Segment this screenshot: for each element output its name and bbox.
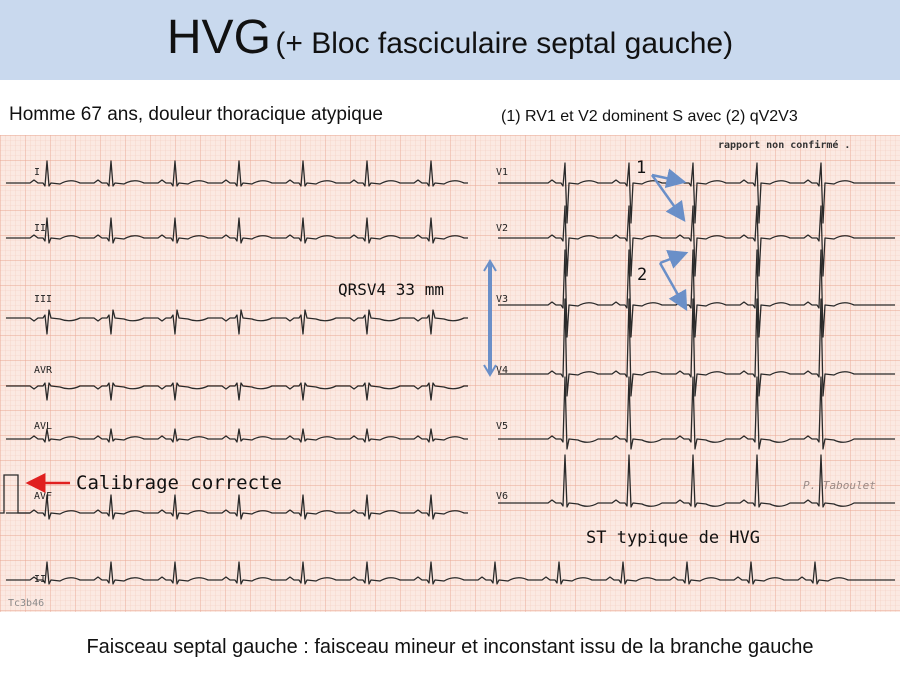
lead-label-v3: V3 bbox=[496, 294, 509, 305]
lead-label-iii: III bbox=[34, 294, 53, 305]
criteria-text: (1) RV1 et V2 dominent S avec (2) qV2V3 bbox=[501, 108, 798, 125]
title-sub: (+ Bloc fasciculaire septal gauche) bbox=[275, 27, 734, 60]
title-main: HVG bbox=[166, 11, 271, 64]
st-label: ST typique de HVG bbox=[586, 528, 760, 548]
ecg-grid bbox=[0, 135, 900, 612]
lead-label-v5: V5 bbox=[496, 421, 509, 432]
ecg-tracing bbox=[0, 135, 900, 612]
lead-label-v1: V1 bbox=[496, 167, 509, 178]
lead-label-rhythm: II bbox=[34, 574, 47, 585]
marker-1: 1 bbox=[636, 158, 647, 178]
lead-label-v4: V4 bbox=[496, 365, 509, 376]
qrs-label: QRSV4 33 mm bbox=[338, 280, 444, 299]
lead-label-v2: V2 bbox=[496, 223, 509, 234]
patient-info: Homme 67 ans, douleur thoracique atypique bbox=[9, 104, 383, 125]
calibration-label: Calibrage correcte bbox=[76, 472, 282, 494]
ecg-stamp: rapport non confirmé . bbox=[718, 140, 851, 151]
ecg-svg bbox=[0, 135, 900, 612]
lead-label-v6: V6 bbox=[496, 491, 509, 502]
ecg-code: Tc3b46 bbox=[8, 598, 45, 609]
lead-label-avr: AVR bbox=[34, 365, 53, 376]
author-watermark: P. Taboulet bbox=[803, 479, 876, 492]
lead-label-avf: AVF bbox=[34, 491, 53, 502]
marker-2: 2 bbox=[637, 265, 648, 285]
footer-note: Faisceau septal gauche : faisceau mineur et inconstant issu de la branche gauche bbox=[86, 636, 814, 658]
slide-title bbox=[0, 10, 900, 65]
lead-label-ii: II bbox=[34, 223, 47, 234]
lead-label-avl: AVL bbox=[34, 421, 53, 432]
lead-label-i: I bbox=[34, 167, 41, 178]
